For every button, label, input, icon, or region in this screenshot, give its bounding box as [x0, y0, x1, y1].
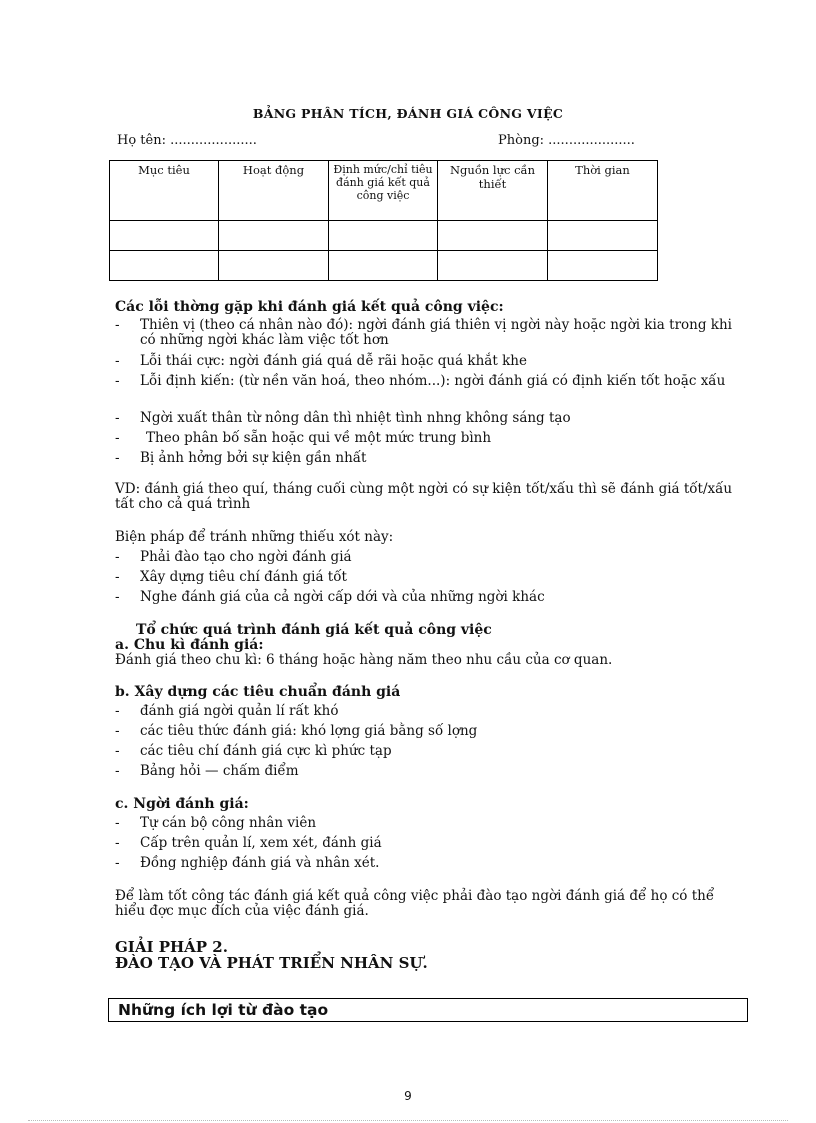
evaluator-heading: c. Ngời đánh giá:: [115, 796, 249, 812]
table-header-cell: Mục tiêu: [110, 161, 219, 221]
table-row: [110, 251, 658, 281]
org-heading: Tổ chức quá trình đánh giá kết quả công việc: [136, 622, 492, 638]
table-header-cell: Nguồn lực cần thiết: [438, 161, 548, 221]
table-header-cell: Hoạt động: [219, 161, 329, 221]
measures-heading: Biện pháp để tránh những thiếu xót này:: [115, 529, 394, 545]
page-title: BẢNG PHÂN TÍCH, ĐÁNH GIÁ CÔNG VIỆC: [252, 106, 564, 121]
table-cell: [329, 251, 438, 281]
footer-divider: [28, 1120, 788, 1121]
standards-heading: b. Xây dựng các tiêu chuẩn đánh giá: [115, 684, 401, 700]
page-number: 9: [404, 1089, 412, 1103]
conclusion-paragraph: Để làm tốt công tác đánh giá kết quả công việc phải đào tạo ngời đánh giá để họ có thể hiểu đợc mục đích của việc đánh giá.: [115, 888, 715, 919]
table-cell: [548, 221, 658, 251]
table-cell: [548, 251, 658, 281]
department-field: Phòng: .....................: [498, 133, 635, 148]
boxed-section-heading: [108, 998, 748, 1022]
table-cell: [110, 221, 219, 251]
solution-number: GIẢI PHÁP 2.: [115, 938, 228, 956]
table-row: [110, 221, 658, 251]
table-cell: [219, 221, 329, 251]
document-page: BẢNG PHÂN TÍCH, ĐÁNH GIÁ CÔNG VIỆC Họ tên: ..................... Phòng: ..................... Mục tiêu Hoạt động Định mức/chỉ tiêu đánh giá kết quả công việc Nguồn lực cần thiết Thời gian Các lỗi thờng gặp khi đánh giá kết quả công việc: - Thiên vị (theo cá nhân nào đó): ngời đánh giá thiên vị ngời này hoặc ngời kia trong khi có những ngời khác làm việc tốt hơn - Lỗi thái cực: ngời đánh giá quá dễ rãi hoặc quá khắt khe - Lỗi định kiến: (từ nền văn hoá, theo nhóm...): ngời đánh giá có định kiến tốt hoặc xấu - Ngời xuất thân từ nông dân thì nhiệt tình nhng không sáng tạo - Theo phân bố sẵn hoặc qui về một mức trung bình - Bị ảnh hởng bởi sự kiện gần nhất VD: đánh giá theo quí, tháng cuối cùng một ngời có sự kiện tốt/xấu thì sẽ đánh giá tốt/xấu tất cho cả quá trình Biện pháp để tránh những thiếu xót này: - Phải đào tạo cho ngời đánh giá - Xây dựng tiêu chí đánh giá tốt - Nghe đánh giá của cả ngời cấp dới và của những ngời khác Tổ chức quá trình đánh giá kết quả công việc a. Chu kì đánh giá: Đánh giá theo chu kì: 6 tháng hoặc hàng năm theo nhu cầu của cơ quan. b. Xây dựng các tiêu chuẩn đánh giá - đánh giá ngời quản lí rất khó - các tiêu thức đánh giá: khó lợng giá bằng số lợng - các tiêu chí đánh giá cực kì phức tạp - Bảng hỏi — chấm điểm c. Ngời đánh giá: - Tự cán bộ công nhân viên - Cấp trên quản lí, xem xét, đánh giá - Đồng nghiệp đánh giá và nhân xét. Để làm tốt công tác đánh giá kết quả công việc phải đào tạo ngời đánh giá để họ có thể hiểu đợc mục đích của việc đánh giá. GIẢI PHÁP 2. ĐÀO TẠO VÀ PHÁT TRIỂN NHÂN SỰ. Những ích lợi từ đào tạo 9: [0, 0, 816, 1123]
name-field: Họ tên: .....................: [117, 133, 257, 148]
table-header-cell: Định mức/chỉ tiêu đánh giá kết quả công việc: [329, 161, 438, 221]
example-paragraph: VD: đánh giá theo quí, tháng cuối cùng một ngời có sự kiện tốt/xấu thì sẽ đánh giá tốt/xấu tất cho cả quá trình: [115, 481, 733, 512]
table-cell: [438, 251, 548, 281]
table-header-row: [110, 161, 658, 221]
evaluation-table: [109, 160, 658, 281]
boxed-heading-text: Những ích lợi từ đào tạo: [118, 1001, 329, 1019]
table-cell: [219, 251, 329, 281]
errors-heading: Các lỗi thờng gặp khi đánh giá kết quả công việc:: [115, 299, 504, 315]
table-header-cell: Thời gian: [548, 161, 658, 221]
cycle-heading: a. Chu kì đánh giá:: [115, 637, 264, 653]
solution-title: ĐÀO TẠO VÀ PHÁT TRIỂN NHÂN SỰ.: [115, 954, 428, 972]
table-cell: [329, 221, 438, 251]
table-cell: [110, 251, 219, 281]
table-cell: [438, 221, 548, 251]
cycle-text: Đánh giá theo chu kì: 6 tháng hoặc hàng năm theo nhu cầu của cơ quan.: [115, 652, 613, 668]
